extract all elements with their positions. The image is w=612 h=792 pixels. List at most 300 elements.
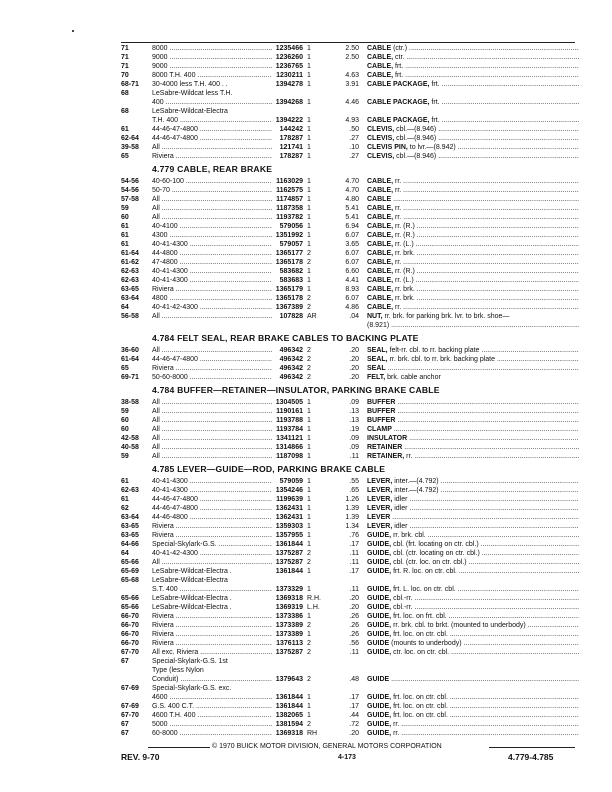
list-price: .65 <box>349 487 359 494</box>
part-row <box>121 240 581 249</box>
part-description <box>367 513 579 522</box>
part-name: CABLE, <box>367 250 394 257</box>
model-applicability: 44-46-47-4800 ..... <box>152 134 272 143</box>
part-number: 1174857 <box>276 196 303 203</box>
model-year: 71 <box>121 54 129 61</box>
part-row <box>121 729 581 738</box>
part-number: 579059 <box>279 478 303 485</box>
part-row <box>121 558 581 567</box>
quantity: 2 <box>307 365 311 372</box>
model-year: 63-65 <box>121 523 139 530</box>
quantity: 2 <box>307 640 311 647</box>
list-price: .11 <box>349 649 359 656</box>
part-name: SEAL <box>367 365 386 372</box>
quantity: AR <box>307 313 317 320</box>
model-applicability: 8000 ..... <box>152 44 272 53</box>
part-name: INSULATOR <box>367 435 408 442</box>
model-year: 70 <box>121 72 129 79</box>
part-detail: rr. brk. <box>393 250 415 257</box>
part-description <box>367 720 579 729</box>
part-name: CABLE, <box>367 268 394 275</box>
quantity: 1 <box>307 478 311 485</box>
part-row <box>121 549 581 558</box>
quantity: 1 <box>307 631 311 638</box>
part-name: CLEVIS PIN, <box>367 144 408 151</box>
model-applicability: G.S. 400 C.T. ..... <box>152 702 272 711</box>
part-detail: (mounts to underbody) <box>389 640 462 647</box>
part-detail: rr. (L.) <box>393 277 414 284</box>
model-applicability: 40-41-42-4300 ..... <box>152 303 272 312</box>
part-description <box>367 612 579 621</box>
model-applicability: Type (less Nylon <box>152 667 204 674</box>
list-price: .44 <box>349 712 359 719</box>
part-row <box>121 513 581 522</box>
model-year: 65 <box>121 153 129 160</box>
list-price: .20 <box>349 595 359 602</box>
part-row <box>121 80 581 89</box>
part-row <box>121 567 581 576</box>
part-row <box>121 62 581 71</box>
model-applicability: 44-46-4800 ..... <box>152 513 272 522</box>
part-description <box>367 416 579 425</box>
quantity: 1 <box>307 144 311 151</box>
part-number: 496342 <box>279 365 303 372</box>
model-year: 38-58 <box>121 399 139 406</box>
model-applicability: Riviera ..... <box>152 531 272 540</box>
part-number: 1341121 <box>276 435 303 442</box>
part-description <box>367 585 579 594</box>
part-number: 1193784 <box>276 426 303 433</box>
part-number: 178287 <box>279 153 303 160</box>
model-year: 63-64 <box>121 295 139 302</box>
model-year: 59 <box>121 205 129 212</box>
model-year: 64 <box>121 304 129 311</box>
part-row <box>121 639 581 648</box>
part-number: 1199639 <box>276 496 303 503</box>
list-price: .13 <box>349 408 359 415</box>
model-applicability: Riviera ..... <box>152 612 272 621</box>
model-year: 64 <box>121 550 129 557</box>
model-applicability: 40-41-4300 ..... <box>152 276 272 285</box>
part-row <box>121 116 581 125</box>
part-row <box>121 711 581 720</box>
part-name: GUIDE, <box>367 550 392 557</box>
part-description <box>367 125 579 134</box>
part-detail: rr. <box>393 214 402 221</box>
model-year: 54-56 <box>121 187 139 194</box>
part-number: 1382065 <box>275 712 303 719</box>
part-name: GUIDE, <box>367 532 392 539</box>
part-row <box>121 648 581 657</box>
model-year: 61 <box>121 232 129 239</box>
model-year: 65-66 <box>121 595 139 602</box>
part-number: 1367389 <box>275 304 303 311</box>
part-row <box>121 486 581 495</box>
model-applicability: 4800 ..... <box>152 294 272 303</box>
quantity: 1 <box>307 54 311 61</box>
part-detail: inter.—(4.792) <box>392 478 439 485</box>
list-price: .26 <box>349 631 359 638</box>
model-year: 65-66 <box>121 604 139 611</box>
revision-label: REV. 9-70 <box>121 752 160 762</box>
list-price: .20 <box>349 604 359 611</box>
part-description <box>367 486 579 495</box>
part-detail: frt. L. loc. on ctr. cbl. <box>391 586 456 593</box>
model-year: 63-65 <box>121 286 139 293</box>
part-row <box>121 416 581 425</box>
part-row <box>121 321 581 330</box>
part-name: GUIDE, <box>367 541 392 548</box>
quantity: 1 <box>307 453 311 460</box>
part-number: 1190161 <box>276 408 303 415</box>
part-detail: cbl. (frt. locating on ctr. cbl.) <box>391 541 479 548</box>
quantity: 1 <box>307 703 311 710</box>
part-number: 583682 <box>279 268 303 275</box>
quantity: 1 <box>307 268 311 275</box>
part-row <box>121 285 581 294</box>
model-applicability: All ..... <box>152 416 272 425</box>
model-applicability: 44-46-47-4800 ..... <box>152 355 272 364</box>
part-name: GUIDE <box>367 640 390 647</box>
part-detail: idler <box>392 496 408 503</box>
quantity: 1 <box>307 214 311 221</box>
part-row <box>121 355 581 364</box>
model-year: 65 <box>121 365 129 372</box>
model-applicability: 44-46-47-4800 ..... <box>152 504 272 513</box>
part-detail: rr. <box>393 304 402 311</box>
part-description <box>367 98 579 107</box>
part-detail: rr. (R.) <box>393 268 415 275</box>
part-detail: felt-rr. cbl. to rr. backing plate <box>387 347 480 354</box>
part-row <box>121 657 581 666</box>
model-year: 67-69 <box>121 703 139 710</box>
part-number: 1361844 <box>275 694 303 701</box>
part-name: CABLE PACKAGE, <box>367 99 430 106</box>
part-number: 579057 <box>279 241 303 248</box>
list-price: 4.63 <box>345 72 359 79</box>
list-price: .11 <box>349 559 359 566</box>
part-row <box>121 576 581 585</box>
quantity: 2 <box>307 295 311 302</box>
quantity: RH <box>307 730 318 737</box>
part-row <box>121 134 581 143</box>
part-description <box>367 373 579 382</box>
model-year: 63-65 <box>121 532 139 539</box>
part-description <box>367 477 579 486</box>
model-year: 68-71 <box>121 81 139 88</box>
quantity: L.H. <box>307 604 320 611</box>
part-number: 144242 <box>279 126 303 133</box>
model-applicability: 9000 ..... <box>152 53 272 62</box>
part-detail: frt. R. loc. on ctr. cbl. <box>391 568 457 575</box>
list-price: 1.26 <box>345 496 359 503</box>
part-row <box>121 531 581 540</box>
model-applicability: 40-41-4300 ..... <box>152 267 272 276</box>
list-price: 5.41 <box>345 214 359 221</box>
model-applicability: Riviera ..... <box>152 630 272 639</box>
part-name: GUIDE, <box>367 604 392 611</box>
part-row <box>121 71 581 80</box>
part-row <box>121 443 581 452</box>
part-row <box>121 504 581 513</box>
part-row <box>121 720 581 729</box>
part-number: 1365178 <box>275 259 303 266</box>
list-price: .20 <box>349 356 359 363</box>
part-description <box>367 452 579 461</box>
model-year: 64-66 <box>121 541 139 548</box>
model-applicability: All ..... <box>152 558 272 567</box>
quantity: 1 <box>307 514 311 521</box>
part-row <box>121 231 581 240</box>
part-row <box>121 44 581 53</box>
model-year: 61 <box>121 126 129 133</box>
footer-rule-right <box>489 747 575 748</box>
model-applicability: 40-41-42-4300 ..... <box>152 549 272 558</box>
part-detail: ctr. <box>393 54 405 61</box>
quantity: 1 <box>307 694 311 701</box>
part-detail: rr. <box>391 730 400 737</box>
part-description <box>367 603 579 612</box>
part-description <box>367 134 579 143</box>
part-name: CABLE, <box>367 205 394 212</box>
list-price: .10 <box>349 144 359 151</box>
model-applicability: 40-4100 ..... <box>152 222 272 231</box>
model-applicability: 50-60-8000 ..... <box>152 373 272 382</box>
model-year: 60 <box>121 417 129 424</box>
part-detail: cbl.-rr. <box>391 595 413 602</box>
part-description <box>367 567 579 576</box>
part-detail: rr. brk. for parking brk. lvr. to brk. shoe— <box>382 313 510 320</box>
list-price: 2.50 <box>345 54 359 61</box>
part-name: SEAL, <box>367 347 388 354</box>
list-price: 4.70 <box>345 178 359 185</box>
list-price: 4.80 <box>345 196 359 203</box>
part-number: 1365179 <box>275 286 303 293</box>
list-price: .11 <box>349 453 359 460</box>
part-detail: rr. brk. <box>393 295 415 302</box>
list-price: .17 <box>349 568 359 575</box>
part-row <box>121 249 581 258</box>
part-row <box>121 452 581 461</box>
part-detail: frt. loc. on ctr. cbl. <box>391 712 448 719</box>
part-number: 1351992 <box>275 232 303 239</box>
part-name: LEVER <box>367 514 391 521</box>
quantity: 2 <box>307 304 311 311</box>
part-description <box>367 44 579 53</box>
part-detail: frt. loc. on ctr. cbl. <box>391 631 448 638</box>
part-name: GUIDE, <box>367 730 392 737</box>
part-description <box>367 71 579 80</box>
quantity: 1 <box>307 487 311 494</box>
part-description <box>367 495 579 504</box>
part-number: 1369318 <box>275 595 303 602</box>
part-description <box>367 312 579 321</box>
quantity: 2 <box>307 622 311 629</box>
part-name: CABLE, <box>367 72 394 79</box>
part-number: 579056 <box>279 223 303 230</box>
part-name: GUIDE, <box>367 721 392 728</box>
part-description <box>367 630 579 639</box>
part-row <box>121 89 581 98</box>
part-description <box>367 303 579 312</box>
part-number: 1236765 <box>275 63 303 70</box>
part-name: CABLE, <box>367 63 394 70</box>
part-description <box>367 594 579 603</box>
quantity: 2 <box>307 374 311 381</box>
part-description <box>367 267 579 276</box>
part-description <box>367 249 579 258</box>
model-year: 36-60 <box>121 347 139 354</box>
part-name: GUIDE, <box>367 622 392 629</box>
part-number: 496342 <box>279 356 303 363</box>
part-row <box>121 612 581 621</box>
model-year: 69-71 <box>121 374 139 381</box>
scan-speck <box>72 30 74 32</box>
list-price: .48 <box>349 676 359 683</box>
part-number: 1354246 <box>275 487 303 494</box>
part-name: CABLE <box>367 196 392 203</box>
part-name: LEVER, <box>367 505 393 512</box>
list-price: .26 <box>349 622 359 629</box>
quantity: 1 <box>307 223 311 230</box>
part-row <box>121 522 581 531</box>
part-row <box>121 594 581 603</box>
quantity: 1 <box>307 712 311 719</box>
model-applicability: 40-41-4300 ..... <box>152 486 272 495</box>
model-year: 65-66 <box>121 559 139 566</box>
model-year: 61-64 <box>121 250 139 257</box>
part-description <box>367 425 579 434</box>
part-name: GUIDE, <box>367 703 392 710</box>
part-name: GUIDE, <box>367 649 392 656</box>
model-applicability: Riviera ..... <box>152 621 272 630</box>
part-number: 107828 <box>279 313 303 320</box>
model-year: 67-70 <box>121 649 139 656</box>
part-row <box>121 107 581 116</box>
list-price: 8.93 <box>345 286 359 293</box>
model-year: 67 <box>121 721 129 728</box>
model-year: 40-58 <box>121 444 139 451</box>
quantity: 2 <box>307 550 311 557</box>
model-applicability: 30-4000 less T.H. 400 . . <box>152 81 228 88</box>
part-detail: idler <box>392 505 408 512</box>
model-applicability: All ..... <box>152 346 272 355</box>
list-price: .17 <box>349 703 359 710</box>
list-price: 2.50 <box>345 45 359 52</box>
part-number: 1357955 <box>275 532 303 539</box>
model-applicability: All ..... <box>152 213 272 222</box>
part-row <box>121 98 581 107</box>
quantity: 1 <box>307 541 311 548</box>
model-year: 54-56 <box>121 178 139 185</box>
part-name: GUIDE, <box>367 595 392 602</box>
part-name: CABLE <box>367 45 392 52</box>
part-row <box>121 603 581 612</box>
model-applicability: 40-41-4300 ..... <box>152 477 272 486</box>
quantity: 1 <box>307 586 311 593</box>
model-year: 71 <box>121 45 129 52</box>
part-description <box>367 729 579 738</box>
list-price: .27 <box>349 135 359 142</box>
quantity: 1 <box>307 241 311 248</box>
part-detail: rr. brk. <box>393 286 415 293</box>
model-year: 63-64 <box>121 514 139 521</box>
part-row <box>121 495 581 504</box>
part-description <box>367 204 579 213</box>
model-year: 66-70 <box>121 640 139 647</box>
part-detail: ctr. loc. on ctr. cbl. <box>391 649 450 656</box>
part-detail: frt. <box>429 117 440 124</box>
part-description <box>367 531 579 540</box>
quantity: 1 <box>307 505 311 512</box>
quantity: 1 <box>307 135 311 142</box>
part-description <box>367 294 579 303</box>
list-price: .04 <box>349 313 359 320</box>
model-year: 62-63 <box>121 277 139 284</box>
part-detail: cbl.—(8.946) <box>394 153 437 160</box>
list-price: .20 <box>349 365 359 372</box>
part-name: BUFFER <box>367 408 396 415</box>
model-applicability: All ..... <box>152 434 272 443</box>
part-description <box>367 549 579 558</box>
part-detail: (8.921) <box>367 322 390 329</box>
part-number: 1369319 <box>275 604 303 611</box>
model-year: 71 <box>121 63 129 70</box>
part-name: LEVER, <box>367 487 393 494</box>
quantity: 1 <box>307 205 311 212</box>
part-row <box>121 267 581 276</box>
part-number: 1375287 <box>275 649 303 656</box>
list-price: 5.41 <box>345 205 359 212</box>
part-number: 1236260 <box>275 54 303 61</box>
part-row <box>121 585 581 594</box>
section-range: 4.779-4.785 <box>508 752 554 762</box>
model-applicability: 5000 ..... <box>152 720 272 729</box>
quantity: 2 <box>307 676 311 683</box>
part-detail: rr. <box>391 721 400 728</box>
part-name: CABLE, <box>367 304 394 311</box>
part-description <box>367 186 579 195</box>
model-applicability: 9000 ..... <box>152 62 272 71</box>
part-description <box>367 62 579 71</box>
section-heading: 4.779 CABLE, REAR BRAKE <box>152 164 273 174</box>
quantity: 1 <box>307 63 311 70</box>
quantity: 1 <box>307 72 311 79</box>
part-name: CLEVIS, <box>367 135 395 142</box>
part-description <box>367 285 579 294</box>
list-price: .09 <box>349 444 359 451</box>
part-row <box>121 425 581 434</box>
part-description <box>367 195 579 204</box>
part-detail: cbl. (ctr. locating on ctr. cbl.) <box>391 550 480 557</box>
list-price: .27 <box>349 153 359 160</box>
model-year: 57-58 <box>121 196 139 203</box>
part-name: SEAL, <box>367 356 388 363</box>
copyright-notice: © 1970 BUICK MOTOR DIVISION, GENERAL MOTORS CORPORATION <box>212 743 442 750</box>
model-applicability: Special-Skylark-G.S. ..... <box>152 540 272 549</box>
part-number: 1361844 <box>275 568 303 575</box>
model-year: 66-70 <box>121 631 139 638</box>
part-name: GUIDE, <box>367 586 392 593</box>
list-price: 4.41 <box>345 277 359 284</box>
part-description <box>367 675 579 684</box>
list-price: 4.46 <box>345 99 359 106</box>
quantity: 1 <box>307 399 311 406</box>
part-description <box>367 231 579 240</box>
part-row <box>121 621 581 630</box>
part-detail: frt. <box>429 81 440 88</box>
part-number: 1187358 <box>276 205 303 212</box>
